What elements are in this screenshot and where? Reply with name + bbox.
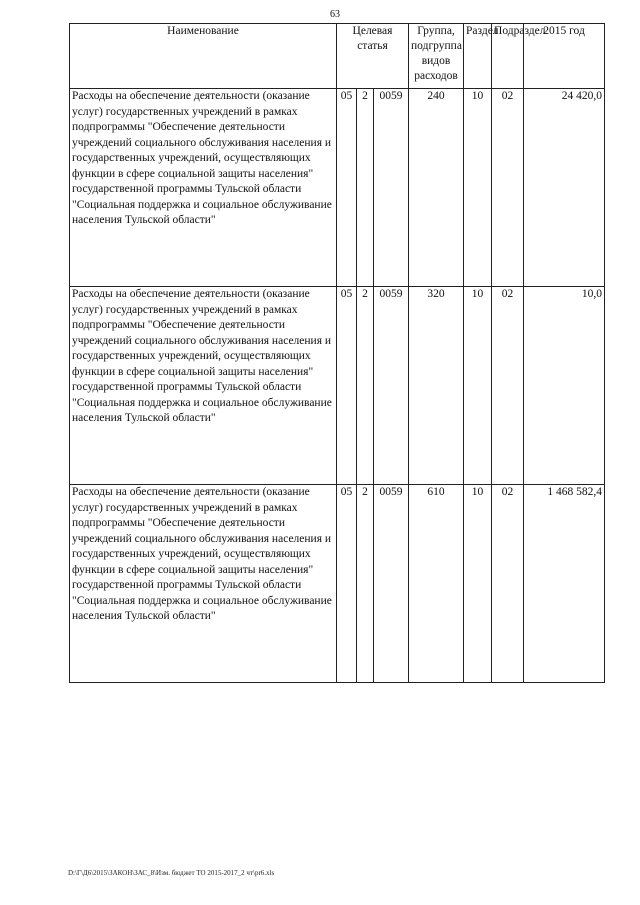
row-amount: 24 420,0: [524, 89, 605, 287]
table-row: [70, 485, 605, 683]
file-path-footer: D:\Г\Д6\2015\ЗАКОН\ЗАС_8\Изм. бюджет ТО 2015-2017_2 чт\pr6.xls: [68, 869, 275, 877]
row-code2: 2: [357, 485, 374, 683]
row-section: 10: [464, 287, 492, 485]
row-code3: 0059: [374, 287, 409, 485]
header-target-article: Целевая статья: [337, 24, 409, 89]
row-code1: 05: [337, 287, 357, 485]
row-code2: 2: [357, 287, 374, 485]
row-name: Расходы на обеспечение деятельности (оказание услуг) государственных учреждений в рамках подпрограммы "Обеспечение деятельности учреждений социального обслуживания населения и государственных учреждений, осуществляющих функции в сфере социальной защиты населения" государственной программы Тульской области "Социальная поддержка и социальное обслуживание населения Тульской области": [70, 485, 337, 683]
row-name: Расходы на обеспечение деятельности (оказание услуг) государственных учреждений в рамках подпрограммы "Обеспечение деятельности учреждений социального обслуживания населения и государственных учреждений, осуществляющих функции в сфере социальной защиты населения" государственной программы Тульской области "Социальная поддержка и социальное обслуживание населения Тульской области": [70, 89, 337, 287]
header-name: Наименование: [70, 24, 337, 89]
table-header-row: [70, 24, 605, 89]
row-code1: 05: [337, 89, 357, 287]
row-subsection: 02: [492, 287, 524, 485]
row-subsection: 02: [492, 485, 524, 683]
header-subsection: Подраздел: [492, 24, 524, 89]
row-section: 10: [464, 485, 492, 683]
header-section: Раздел: [464, 24, 492, 89]
page-number: 63: [330, 9, 340, 20]
row-code3: 0059: [374, 89, 409, 287]
row-name: Расходы на обеспечение деятельности (оказание услуг) государственных учреждений в рамках подпрограммы "Обеспечение деятельности учреждений социального обслуживания населения и государственных учреждений, осуществляющих функции в сфере социальной защиты населения" государственной программы Тульской области "Социальная поддержка и социальное обслуживание населения Тульской области": [70, 287, 337, 485]
row-group: 320: [409, 287, 464, 485]
header-group: Группа, подгруппа видов расходов: [409, 24, 464, 89]
row-code3: 0059: [374, 485, 409, 683]
row-amount: 10,0: [524, 287, 605, 485]
row-code2: 2: [357, 89, 374, 287]
header-year: 2015 год: [524, 24, 605, 89]
row-amount: 1 468 582,4: [524, 485, 605, 683]
row-group: 240: [409, 89, 464, 287]
row-section: 10: [464, 89, 492, 287]
budget-table: [69, 23, 605, 683]
row-group: 610: [409, 485, 464, 683]
table-row: [70, 287, 605, 485]
table-row: [70, 89, 605, 287]
row-code1: 05: [337, 485, 357, 683]
row-subsection: 02: [492, 89, 524, 287]
